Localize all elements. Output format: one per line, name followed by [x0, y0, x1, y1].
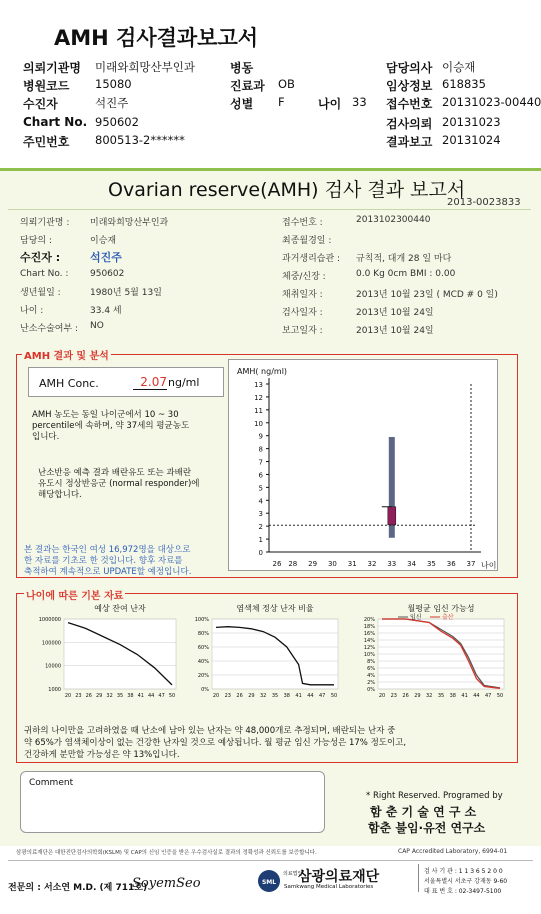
age-data-title: 나이에 따른 기본 자료: [24, 587, 125, 602]
org-type: 의료법인: [283, 871, 303, 877]
header-value: 800513-2******: [95, 133, 185, 147]
y-tick-label: 12: [254, 393, 263, 402]
x-tick-label: 41: [137, 693, 144, 699]
amh-conc-unit: ng/ml: [168, 376, 200, 389]
header-label: 결과보고: [386, 135, 433, 149]
note-line: 축적하여 계속적으로 UPDATE할 예정입니다.: [24, 567, 192, 577]
field-value: 미래와희망산부인과: [90, 218, 169, 228]
y-tick-label: 10: [254, 419, 263, 428]
header-label: 의뢰기관명: [23, 61, 81, 75]
header-label: Chart No.: [23, 115, 88, 129]
summary-line: 귀하의 나이만을 고려하였을 때 난소에 남아 있는 난자는 약 48,000개로 추정되며, 배란되는 난자 중: [24, 726, 396, 736]
field-label: 수진자 :: [20, 251, 61, 264]
header-value: 석진주: [95, 96, 129, 110]
x-tick-label: 20: [64, 693, 72, 699]
x-tick-label: 32: [260, 693, 267, 699]
amh-report: [0, 168, 541, 911]
header-value: 618835: [442, 77, 486, 91]
x-tick-label: 29: [414, 693, 421, 699]
y-tick-label: 11: [254, 406, 263, 415]
y-tick-label: 4%: [367, 673, 375, 679]
y-tick-label: 14%: [363, 638, 375, 644]
header-value: F: [278, 95, 285, 109]
x-tick-label: 32: [367, 560, 377, 568]
x-tick-label: 41: [295, 693, 302, 699]
contact-line: 서울특별시 서초구 강재동 9-60: [424, 878, 508, 885]
x-tick-label: 44: [148, 693, 155, 699]
field-label: 체중/신장 :: [282, 272, 326, 282]
x-tick-label: 50: [168, 693, 176, 699]
header-value: 미래와희망산부인과: [95, 60, 195, 74]
age-value: 33: [352, 95, 367, 109]
x-tick-label: 44: [473, 693, 480, 699]
amh-conc-value: 2.07: [133, 375, 167, 390]
y-tick-label: 1000000: [38, 617, 61, 623]
amh-conc-label: AMH Conc.: [39, 377, 99, 390]
y-tick-label: 1000: [48, 687, 61, 693]
field-value: 950602: [90, 269, 125, 279]
x-tick-label: 26: [236, 693, 243, 699]
lab-name-2: 함춘 불임·유전 연구소: [368, 821, 486, 835]
x-tick-label: 34: [407, 560, 417, 568]
contact-line: 검 사 기 관 : 1 1 3 6 5 2 0 0: [424, 868, 503, 875]
report-number: 2013-0023833: [447, 197, 521, 208]
y-tick-label: 3: [258, 510, 263, 519]
amh-age-chart-panel: [228, 359, 498, 571]
legend-label: 임신: [410, 614, 422, 621]
x-tick-label: 23: [75, 693, 82, 699]
y-tick-label: 2%: [367, 680, 375, 686]
field-label: 채취일자 :: [282, 290, 323, 300]
age-label: 나이: [318, 97, 342, 111]
specialist-signature: SoyemSeo: [132, 876, 201, 891]
y-tick-label: 6: [258, 471, 263, 480]
x-tick-label: 26: [402, 693, 409, 699]
y-tick-label: 20%: [197, 673, 209, 679]
field-value: 이승재: [90, 236, 117, 246]
summary-line: 건강하게 분만할 가능성은 약 13%입니다.: [24, 750, 180, 760]
header-value: OB: [278, 77, 295, 91]
percentile-line: AMH 농도는 동일 나이군에서 10 ~ 30: [32, 410, 179, 420]
x-tick-label: 32: [106, 693, 113, 699]
report-title: Ovarian reserve(AMH) 검사 결과 보고서: [108, 179, 466, 201]
x-tick-label: 35: [271, 693, 279, 699]
x-tick-label: 47: [485, 693, 492, 699]
x-tick-label: 50: [496, 693, 504, 699]
x-tick-label: 29: [308, 560, 318, 568]
mini-chart-title: 월평균 임신 가능성: [407, 604, 475, 613]
y-tick-label: 20%: [363, 617, 375, 623]
x-tick-label: 50: [330, 693, 338, 699]
header-label: 주민번호: [23, 135, 70, 149]
specialist-name: 전문의 : 서소연 M.D. (제 711호): [8, 883, 148, 893]
field-value: 석진주: [90, 251, 122, 264]
x-tick-label: 29: [96, 693, 103, 699]
field-value: 2013년 10월 24일: [356, 308, 434, 318]
x-tick-label: 38: [283, 693, 290, 699]
x-tick-label: 29: [248, 693, 255, 699]
y-tick-label: 1: [258, 536, 263, 545]
x-tick-label: 35: [426, 560, 436, 568]
rights-text: * Right Reserved. Programed by: [366, 791, 503, 801]
x-tick-label: 30: [327, 560, 337, 568]
cap-accreditation: CAP Accredited Laboratory, 6994-01: [398, 848, 508, 855]
field-value: 0.0 Kg 0cm BMI : 0.00: [356, 269, 456, 279]
x-tick-label: 35: [437, 693, 445, 699]
header-value: 20131023: [442, 115, 501, 129]
y-tick-label: 60%: [197, 645, 209, 651]
certification-note: 삼광의료재단은 대한진단검사의학회(KSLM) 및 CAP의 신임 인증을 받은 우수검사실로 결과의 정확성과 신뢰도를 보증합니다.: [16, 850, 317, 856]
svg-text:SML: SML: [261, 879, 277, 886]
field-label: 과거생리습관 :: [282, 254, 341, 264]
x-tick-label: 38: [449, 693, 456, 699]
header-label: 병동: [230, 61, 254, 75]
header-value: 20131023-00440: [442, 95, 541, 109]
x-tick-label: 35: [116, 693, 124, 699]
field-label: 보고일자 :: [282, 326, 323, 336]
header-value: 950602: [95, 115, 139, 129]
org-name: 삼광의료재단: [298, 869, 380, 885]
response-line: 해당합니다.: [38, 490, 82, 500]
y-tick-label: 18%: [363, 624, 375, 630]
y-tick-label: 13: [254, 381, 263, 389]
y-tick-label: 5: [258, 484, 263, 493]
field-value: 규칙적, 대개 28 일 마다: [356, 254, 452, 264]
comment-label: Comment: [29, 778, 74, 788]
field-value: 2013년 10월 24일: [356, 326, 434, 336]
field-label: Chart No. :: [20, 269, 69, 279]
field-label: 최종월경일 :: [282, 236, 332, 246]
y-tick-label: 4: [258, 497, 263, 506]
x-tick-label: 23: [224, 693, 231, 699]
normal-egg-ratio-chart: [190, 601, 350, 713]
field-label: 의뢰기관명 :: [20, 218, 70, 228]
mini-chart-title: 염색체 정상 난자 비율: [236, 604, 314, 613]
header-label: 담당의사: [386, 61, 433, 75]
y-tick-label: 12%: [363, 645, 375, 651]
org-name-en: Samkwang Medical Laboratories: [284, 884, 374, 890]
x-axis-label: 나이: [481, 561, 497, 570]
y-axis-label: AMH( ng/ml): [237, 367, 288, 376]
x-tick-label: 28: [288, 560, 298, 568]
field-label: 난소수술여부 :: [20, 324, 79, 334]
field-value: 1980년 5월 13일: [90, 288, 162, 298]
field-label: 접수번호 :: [282, 218, 323, 228]
percentile-line: percentile에 속하며, 약 37세의 평균농도: [32, 421, 190, 431]
plot-area: [64, 619, 176, 689]
plot-area: [212, 619, 338, 689]
header-label: 성별: [230, 97, 254, 111]
summary-line: 약 65%가 염색체이상이 없는 건강한 난자일 것으로 예상됩니다. 월 평균 임신 가능성은 17% 정도이고,: [24, 738, 407, 748]
y-tick-label: 10%: [363, 652, 375, 658]
y-tick-label: 9: [258, 432, 263, 441]
header-value: 15080: [95, 77, 132, 91]
field-label: 생년월일 :: [20, 288, 61, 298]
y-tick-label: 40%: [197, 659, 209, 665]
y-tick-label: 100000: [41, 640, 61, 647]
x-tick-label: 20: [212, 693, 220, 699]
amh-conc-box: [28, 367, 224, 397]
contact-line: 대 표 번 호 : 02-3497-5100: [424, 888, 502, 895]
response-line: 유도시 정상반응군 (normal responder)에: [38, 479, 200, 489]
header-label: 접수번호: [386, 97, 433, 111]
field-label: 검사일자 :: [282, 308, 323, 318]
field-value: 2013102300440: [356, 215, 431, 225]
remaining-eggs-chart: [22, 601, 182, 713]
lab-name-1: 함 춘 기 술 연 구 소: [370, 805, 477, 819]
response-line: 난소반응 예측 결과 배란유도 또는 과배란: [38, 468, 192, 478]
x-tick-label: 38: [127, 693, 134, 699]
y-tick-label: 8: [258, 445, 263, 454]
x-tick-label: 31: [347, 560, 357, 568]
x-tick-label: 23: [390, 693, 397, 699]
y-tick-label: 8%: [367, 659, 375, 665]
header-label: 검사의뢰: [386, 117, 433, 131]
x-tick-label: 44: [307, 693, 314, 699]
header-value: 이승재: [442, 60, 476, 74]
report-header-title: AMH 검사결과보고서: [54, 26, 259, 50]
header-label: 진료과: [230, 79, 265, 93]
x-tick-label: 41: [461, 693, 468, 699]
y-tick-label: 16%: [363, 631, 375, 637]
percentile-line: 입니다.: [32, 432, 60, 442]
field-value: 33.4 세: [90, 306, 122, 316]
y-tick-label: 0: [258, 549, 263, 557]
x-tick-label: 37: [466, 560, 476, 568]
x-tick-label: 26: [85, 693, 92, 699]
iqr-box: [388, 507, 396, 525]
amh-age-chart: [229, 360, 499, 572]
field-label: 담당의 :: [20, 236, 52, 246]
x-tick-label: 47: [319, 693, 326, 699]
y-tick-label: 0%: [201, 687, 209, 693]
note-line: 본 결과는 한국인 여성 16,972명을 대상으로: [24, 545, 191, 555]
y-tick-label: 6%: [367, 666, 375, 672]
pregnancy-chance-chart: [350, 601, 516, 713]
amh-analysis-title: AMH 결과 및 분석: [22, 347, 111, 362]
header-label: 병원코드: [23, 79, 70, 93]
comment-box: [20, 771, 325, 833]
x-tick-label: 32: [426, 693, 433, 699]
y-tick-label: 0%: [367, 687, 375, 693]
y-tick-label: 10000: [45, 663, 61, 670]
y-tick-label: 2: [258, 523, 263, 532]
samkwang-logo-icon: [258, 870, 280, 892]
y-tick-label: 7: [258, 458, 263, 467]
x-tick-label: 33: [387, 560, 397, 568]
field-value: 2013년 10월 23일 ( MCD # 0 일): [356, 290, 498, 300]
header-label: 수진자: [23, 97, 58, 111]
header-value: 20131024: [442, 133, 501, 147]
field-label: 나이 :: [20, 306, 44, 316]
legend-label: 출산: [442, 614, 454, 621]
x-tick-label: 26: [272, 560, 282, 568]
x-tick-label: 36: [446, 560, 456, 568]
note-line: 한 자료를 기초로 한 것입니다. 향후 자료를: [24, 556, 183, 566]
header-label: 임상정보: [386, 79, 433, 93]
x-tick-label: 47: [158, 693, 165, 699]
report-footer: [0, 846, 541, 914]
y-tick-label: 100%: [194, 617, 209, 623]
y-tick-label: 80%: [197, 631, 209, 637]
mini-chart-title: 예상 잔여 난자: [94, 604, 146, 613]
x-tick-label: 20: [378, 693, 386, 699]
field-value: NO: [90, 321, 104, 331]
